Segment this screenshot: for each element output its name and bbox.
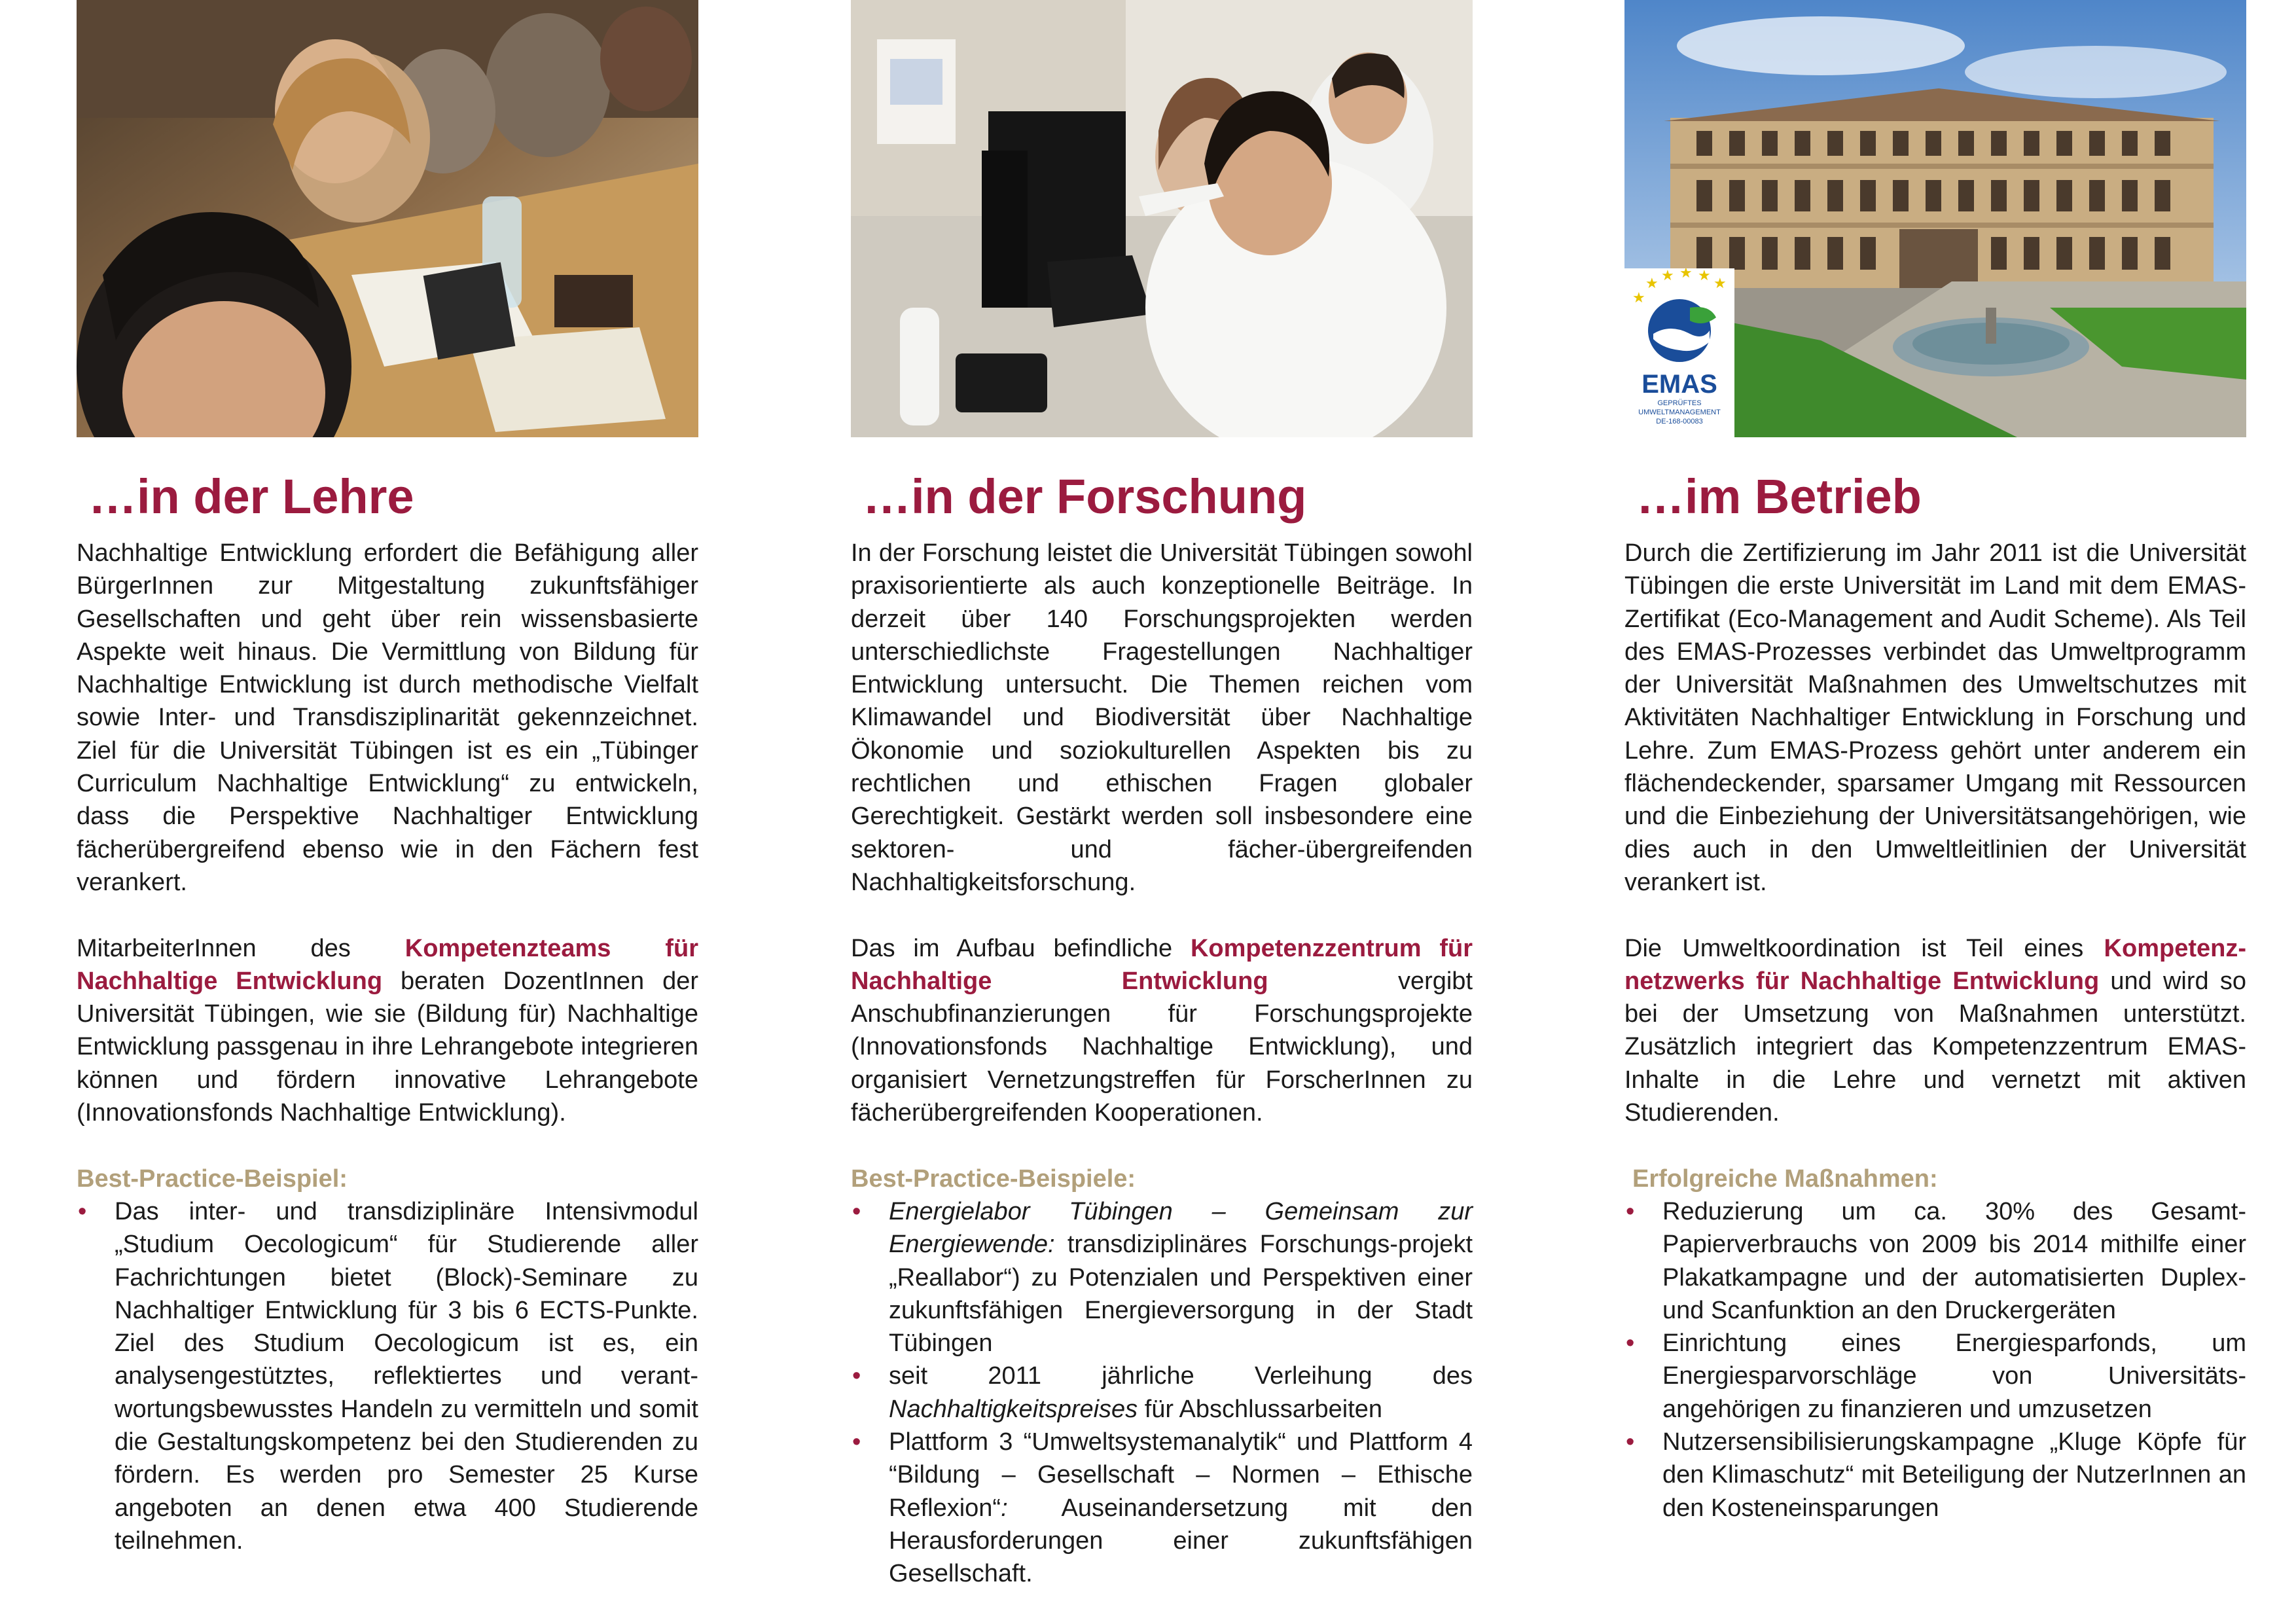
paragraph-umweltkoordination (1624, 932, 2246, 1130)
paragraph-intro: Nachhaltige Entwicklung erfordert die Befähigung aller BürgerInnen zur Mitgestaltung zukunftsfähiger Gesellschaften und geht über rein wissensbasierte Aspekte weit hinaus. Die Vermittlung von Bildung für Nachhaltige Entwicklung ist durch methodische Vielfalt sowie Inter- und Transdisziplinarität gekennzeichnet. Ziel für die Universität Tübingen ist es ein „Tübinger Curriculum Nachhaltige Entwicklung“ zu entwickeln, dass die Perspektive Nachhaltiger Entwicklung fächerübergreifend ebenso wie in den Fächern fest verankert. (77, 539, 698, 896)
classroom-illustration (77, 0, 698, 437)
list-item-text: Einrichtung eines Energiesparfonds, um Energiesparvorschläge von Universitäts-angehörigen zu finanzieren und umzusetzen (1662, 1329, 2246, 1423)
list-item (1624, 1195, 2246, 1327)
paragraph-kompetenzteam (77, 932, 698, 1130)
svg-text:★: ★ (1679, 268, 1693, 281)
emas-registration-number: DE-168-00083 (1656, 418, 1703, 425)
text-segment: Die Umweltkoordination ist Teil eines (1624, 934, 2104, 962)
bullet-marker: • (852, 1197, 861, 1225)
body-lehre (77, 537, 698, 1557)
subheading-best-practice: Best-Practice-Beispiele: (851, 1164, 1136, 1193)
bullet-list (77, 1195, 698, 1557)
svg-text:★: ★ (1632, 290, 1645, 306)
emas-logo-title: EMAS (1641, 370, 1717, 399)
emas-logo-mark (1624, 268, 1734, 367)
bullet-marker: • (852, 1428, 861, 1456)
svg-text:★: ★ (1713, 276, 1727, 292)
heading-forschung: …in der Forschung (863, 469, 1307, 524)
university-building-photo (1624, 0, 2246, 437)
svg-text:★: ★ (1698, 268, 1711, 284)
heading-lehre: …in der Lehre (88, 469, 414, 524)
bullet-marker: • (78, 1197, 87, 1225)
emas-logo-caption: UMWELTMANAGEMENT (1638, 408, 1721, 416)
list-item (1624, 1426, 2246, 1525)
text-segment: und wird so bei der Umsetzung von Maßnahmen unterstützt. Zusätzlich integriert das Kompetenzzentrum EMAS-Inhalte in die Lehre und vernetzt mit aktiven Studierenden. (1624, 967, 2246, 1127)
paragraph-intro: Durch die Zertifizierung im Jahr 2011 ist die Universität Tübingen die erste Universität im Land mit dem EMAS-Zertifikat (Eco-Management and Audit Scheme). Als Teil des EMAS-Prozesses verbindet das Umweltprogramm der Universität Maßnahmen des Umweltschutzes mit Aktivitäten Nachhaltiger Entwicklung in Forschung und Lehre. Zum EMAS-Prozess gehört unter anderem ein flächendeckender, sparsamer Umgang mit Ressourcen und die Einbeziehung der Universitätsangehörigen, wie dies auch in den Umweltleitlinien der Universität verankert ist. (1624, 539, 2246, 896)
highlight-kompetenzzentrum: Kompetenzzentrum für Nachhaltige Entwicklung (851, 934, 1473, 995)
bullet-marker: • (852, 1362, 861, 1390)
text-segment: beraten DozentInnen der Universität Tübingen, wie sie (Bildung für) Nachhaltige Entwicklung passgenau in ihre Lehrangebote integrieren können und fördern innovative Lehrangebote (Innovationsfonds Nachhaltige Entwicklung). (77, 967, 698, 1127)
text-segment: seit 2011 jährliche Verleihung des (889, 1362, 1473, 1390)
list-item (77, 1195, 698, 1557)
list-item-text: Reduzierung um ca. 30% des Gesamt-Papierverbrauchs von 2009 bis 2014 mithilfe einer Plakatkampagne und der automatisierten Duplex- und Scanfunktion an den Druckergeräten (1662, 1197, 2246, 1324)
column-forschung (851, 0, 1473, 1591)
bullet-list (1624, 1195, 2246, 1525)
svg-text:★: ★ (1661, 268, 1674, 284)
highlight-kompetenzteams: Kompetenzteams für Nachhaltige Entwicklung (77, 934, 698, 995)
list-item (851, 1360, 1473, 1426)
body-forschung (851, 537, 1473, 1591)
column-betrieb (1624, 0, 2246, 1525)
classroom-photo (77, 0, 698, 437)
column-lehre (77, 0, 698, 1557)
subheading-erfolgreiche-massnahmen: Erfolgreiche Maßnahmen: (1632, 1164, 1938, 1193)
subheading-best-practice: Best-Practice-Beispiel: (77, 1164, 348, 1193)
bullet-marker: • (1626, 1197, 1635, 1225)
emas-logo (1624, 268, 1734, 437)
bullet-list (851, 1195, 1473, 1591)
bullet-marker: • (1626, 1329, 1635, 1358)
paragraph-kompetenzzentrum (851, 932, 1473, 1130)
list-item (851, 1195, 1473, 1360)
laboratory-photo (851, 0, 1473, 437)
text-segment: : (1001, 1494, 1008, 1522)
text-segment: Das im Aufbau befindliche (851, 934, 1191, 962)
heading-betrieb: …im Betrieb (1636, 469, 1922, 524)
text-segment: transdiziplinäres Forschungs-projekt „Reallabor“) zu Potenzialen und Perspektiven einer zukunftsfähigen Energieversorgung in der Stadt Tübingen (889, 1231, 1473, 1358)
list-item (1624, 1327, 2246, 1426)
highlight-kompetenznetzwerk: Kompetenz-netzwerks für Nachhaltige Entwicklung (1624, 934, 2246, 995)
text-segment: MitarbeiterInnen des (77, 934, 405, 962)
text-segment: Energielabor Tübingen – Gemeinsam zur Energiewende: (889, 1197, 1473, 1259)
body-betrieb (1624, 537, 2246, 1525)
list-item-text: Nutzersensibilisierungskampagne „Kluge Köpfe für den Klimaschutz“ mit Beteiligung der NutzerInnen an den Kosteneinsparungen (1662, 1428, 2246, 1522)
text-segment: vergibt Anschubfinanzierungen für Forschungsprojekte (Innovationsfonds Nachhaltige Entwicklung), und organisiert Vernetzungstreffen für ForscherInnen zu fächerübergreifenden Kooperationen. (851, 967, 1473, 1127)
text-segment: für Abschlussarbeiten (1138, 1395, 1383, 1423)
svg-text:★: ★ (1645, 276, 1659, 292)
laboratory-illustration (851, 0, 1473, 437)
list-item-text: Das inter- und transdiziplinäre Intensivmodul „Studium Oecologicum“ für Studierende aller Fachrichtungen bietet (Block)-Seminare zu Nachhaltiger Entwicklung für 3 bis 6 ECTS-Punkte. Ziel des Studium Oecologicum ist es, ein analysengestütztes, reflektiertes und verant-wortungsbewusstes Handeln zu vermitteln und somit die Gestaltungskompetenz bei den Studierenden zu fördern. Es werden pro Semester 25 Kurse angeboten an denen etwa 400 Studierende teilnehmen. (115, 1197, 698, 1555)
list-item (851, 1426, 1473, 1590)
text-segment: Nachhaltigkeitspreises (889, 1395, 1138, 1423)
text-segment: Auseinandersetzung mit den Herausforderungen einer zukunftsfähigen Gesellschaft. (889, 1494, 1473, 1588)
paragraph-intro: In der Forschung leistet die Universität Tübingen sowohl praxisorientierte als auch konzeptionelle Beiträge. In derzeit über 140 Forschungsprojekten werden unterschiedlichste Fragestellungen Nachhaltiger Entwicklung untersucht. Die Themen reichen vom Klimawandel und Biodiversität über Nachhaltige Ökonomie und soziokulturellen Aspekten bis zu rechtlichen und ethischen Fragen globaler Gerechtigkeit. Gestärkt werden soll insbesondere eine sektoren- und fächer-übergreifenden Nachhaltigkeitsforschung. (851, 539, 1473, 896)
bullet-marker: • (1626, 1428, 1635, 1456)
emas-logo-caption: GEPRÜFTES (1657, 399, 1702, 407)
text-segment: Plattform 3 “Umweltsystemanalytik“ und Plattform 4 “Bildung – Gesellschaft – Normen – Ethische Reflexion“ (889, 1428, 1473, 1522)
